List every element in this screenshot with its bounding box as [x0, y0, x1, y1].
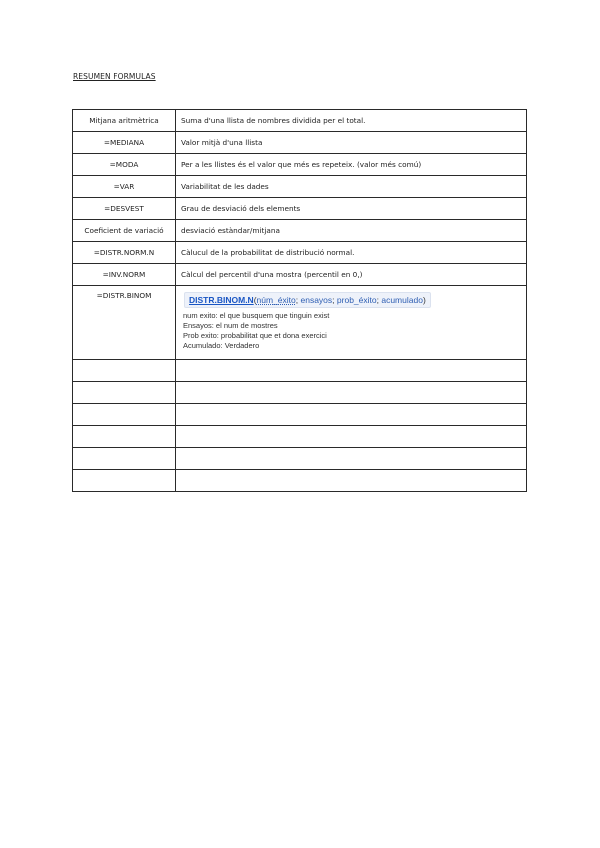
binom-note-line: Ensayos: el num de mostres [183, 321, 278, 330]
binom-note-line: Acumulado: Verdadero [183, 341, 260, 350]
syntax-close-paren: ) [422, 295, 426, 305]
formula-name-cell: =DISTR.NORM.N [73, 242, 176, 264]
formula-description-cell: Suma d'una llista de nombres dividida per el total. [176, 110, 527, 132]
formula-description-cell: Càlucul de la probabilitat de distribució normal. [176, 242, 527, 264]
empty-table-row [73, 404, 527, 426]
formula-description-cell: Grau de desviació dels elements [176, 198, 527, 220]
empty-table-row [73, 448, 527, 470]
empty-cell [176, 382, 527, 404]
formula-name-cell: =MEDIANA [73, 132, 176, 154]
binom-note-line: Prob exito: probabilitat que et dona exercici [183, 331, 327, 340]
table-row [73, 132, 527, 154]
table-row [73, 242, 527, 264]
formula-summary-table [72, 109, 527, 492]
empty-cell [73, 382, 176, 404]
table-row [73, 110, 527, 132]
syntax-param-prob-exito: prob_éxito [336, 295, 377, 305]
syntax-param-ensayos: ensayos [300, 295, 333, 305]
table-row [73, 176, 527, 198]
empty-cell [73, 404, 176, 426]
syntax-separator: ; [376, 295, 382, 305]
formula-name-cell: =DISTR.BINOM [73, 286, 176, 360]
formula-name-cell: Coeficient de variació [73, 220, 176, 242]
syntax-open-paren: ( [253, 295, 257, 305]
table-row [73, 220, 527, 242]
formula-description-cell: Variabilitat de les dades [176, 176, 527, 198]
binom-notes [183, 311, 521, 351]
formula-description-cell: desviació estàndar/mitjana [176, 220, 527, 242]
formula-description-cell: Valor mitjà d'una llista [176, 132, 527, 154]
table-row [73, 264, 527, 286]
document-title: RESUMEN FORMULAS [73, 72, 156, 81]
syntax-separator: ; [295, 295, 301, 305]
empty-cell [73, 470, 176, 492]
table-row [73, 154, 527, 176]
formula-name-cell: Mitjana aritmètrica [73, 110, 176, 132]
empty-cell [73, 448, 176, 470]
empty-table-row [73, 360, 527, 382]
syntax-param-acumulado: acumulado [381, 295, 423, 305]
formula-name-cell: =INV.NORM [73, 264, 176, 286]
syntax-function-name[interactable]: DISTR.BINOM.N [189, 295, 254, 305]
empty-cell [176, 448, 527, 470]
empty-table-row [73, 382, 527, 404]
formula-syntax-tooltip [184, 292, 431, 308]
table-row-binom [73, 286, 527, 360]
empty-cell [176, 404, 527, 426]
empty-cell [176, 426, 527, 448]
formula-description-cell: Per a les llistes és el valor que més es repeteix. (valor més comú) [176, 154, 527, 176]
formula-name-cell: =DESVEST [73, 198, 176, 220]
empty-cell [73, 360, 176, 382]
syntax-param-num-exito: núm_éxito [256, 295, 296, 305]
formula-description-cell [176, 286, 527, 360]
binom-note-line: num exito: el que busquem que tinguin exist [183, 311, 330, 320]
formula-description-cell: Càlcul del percentil d'una mostra (percentil en 0,) [176, 264, 527, 286]
syntax-separator: ; [332, 295, 337, 305]
formula-name-cell: =VAR [73, 176, 176, 198]
table-row [73, 198, 527, 220]
empty-cell [73, 426, 176, 448]
empty-table-row [73, 470, 527, 492]
empty-table-row [73, 426, 527, 448]
empty-cell [176, 360, 527, 382]
empty-cell [176, 470, 527, 492]
formula-name-cell: =MODA [73, 154, 176, 176]
